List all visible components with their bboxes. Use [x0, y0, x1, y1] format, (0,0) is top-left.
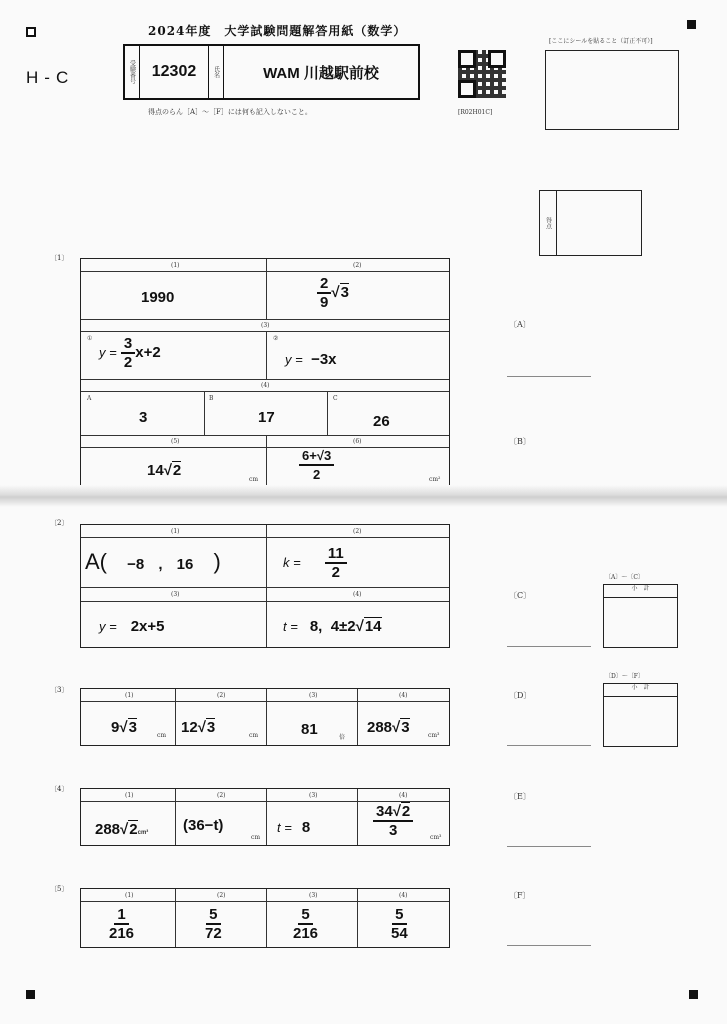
- subtotal-box: [603, 584, 678, 648]
- cell-caption: (4): [353, 591, 362, 598]
- section-5-table: [80, 888, 450, 948]
- answer-1-5: 14√2: [147, 462, 182, 479]
- side-label-B: 〔B〕: [509, 437, 531, 446]
- answer-2-4: t = 8, 4±2√14: [283, 618, 382, 635]
- cell-caption: (2): [353, 528, 362, 535]
- cell-caption: (3): [309, 692, 318, 699]
- cell-caption: (4): [399, 792, 408, 799]
- answer-1-4B: 17: [258, 409, 275, 426]
- subtotal-title: 〔A〕〜〔C〕: [605, 574, 644, 581]
- answer-2-2: k = $\frac{11}{2}$: [283, 545, 347, 581]
- cell-caption: (1): [125, 892, 134, 899]
- section-label: 〔5〕: [50, 885, 69, 893]
- exam-number-label: 受験番号: [125, 46, 140, 98]
- unit: cm: [157, 732, 167, 739]
- answer-4-1: 288√2cm³: [95, 821, 149, 838]
- section-3-table: [80, 688, 450, 746]
- cell-caption: (3): [309, 792, 318, 799]
- barcode-caption: [ここにシールを貼ること（訂正不可）]: [549, 38, 653, 45]
- answer-3-4: 288√3: [367, 719, 410, 736]
- cell-caption: A: [87, 395, 92, 402]
- score-line: [507, 945, 591, 946]
- cell-caption: C: [333, 395, 338, 402]
- unit: cm³: [428, 732, 440, 739]
- score-line: [507, 646, 591, 647]
- answer-1-3b: y = −3x: [285, 351, 337, 368]
- score-line: [507, 376, 591, 377]
- side-label-C: 〔C〕: [509, 591, 532, 600]
- cell-caption: (1): [171, 262, 180, 269]
- barcode-sticker-box: [545, 50, 679, 130]
- answer-2-1: A( −8 , 16 ): [85, 549, 221, 574]
- scan-fold: [0, 485, 727, 507]
- section-2-table: [80, 524, 450, 648]
- registration-mark: [26, 990, 35, 999]
- qr-caption: [R02H01C]: [458, 109, 493, 116]
- registration-mark: [687, 20, 696, 29]
- side-label-A: 〔A〕: [509, 320, 531, 329]
- score-label: 得点: [540, 191, 557, 255]
- cell-caption: ②: [273, 335, 279, 342]
- section-label: 〔1〕: [50, 254, 69, 262]
- cell-caption: (1): [125, 692, 134, 699]
- page-title: 2024年度 大学試験問題解答用紙（数学）: [148, 24, 407, 38]
- score-line: [507, 846, 591, 847]
- header-box: [123, 44, 420, 100]
- exam-number: 12302: [140, 46, 209, 98]
- section-1-table: [80, 258, 450, 488]
- subtotal-label: 小 計: [604, 585, 677, 598]
- answer-5-4: $\frac{5}{54}$: [391, 906, 408, 942]
- answer-5-1: $\frac{1}{216}$: [109, 906, 135, 942]
- unit: cm³: [430, 834, 442, 841]
- answer-5-2: $\frac{5}{72}$: [205, 906, 222, 942]
- section-4-table: [80, 788, 450, 846]
- cell-caption: (3): [171, 591, 180, 598]
- section-label: 〔4〕: [50, 785, 69, 793]
- subtotal-title: 〔D〕〜〔F〕: [605, 673, 644, 680]
- cell-caption: (4): [261, 382, 270, 389]
- cell-caption: (4): [399, 892, 408, 899]
- cell-caption: (6): [353, 438, 362, 445]
- answer-1-3a: y = $\frac{3}{2}$ x+2: [99, 335, 161, 371]
- cell-caption: (1): [171, 528, 180, 535]
- answer-3-3: 81: [301, 721, 318, 738]
- qr-corner: [458, 50, 476, 68]
- side-label-D: 〔D〕: [509, 691, 532, 700]
- cell-caption: (2): [353, 262, 362, 269]
- cell-caption: (5): [171, 438, 180, 445]
- unit: cm: [251, 834, 261, 841]
- qr-corner: [458, 80, 476, 98]
- subtotal-box: [603, 683, 678, 747]
- side-label-F: 〔F〕: [509, 891, 531, 900]
- answer-4-2: (36−t): [183, 817, 224, 834]
- cell-caption: (2): [217, 792, 226, 799]
- answer-3-1: 9√3: [111, 719, 137, 736]
- form-code: H-C: [26, 68, 75, 87]
- subtotal-label: 小 計: [604, 684, 677, 697]
- cell-caption: ①: [87, 335, 93, 342]
- side-label-E: 〔E〕: [509, 792, 531, 801]
- answer-1-4A: 3: [139, 409, 148, 426]
- answer-2-3: y = 2x+5: [99, 618, 165, 635]
- cell-caption: (3): [261, 322, 270, 329]
- answer-1-4C: 26: [373, 413, 390, 430]
- answer-1-2: $\frac{2}{9}$ √3: [317, 275, 349, 311]
- section-label: 〔3〕: [50, 686, 69, 694]
- cell-caption: (2): [217, 692, 226, 699]
- answer-4-3: t = 8: [277, 819, 311, 836]
- score-line: [507, 745, 591, 746]
- cell-caption: (1): [125, 792, 134, 799]
- answer-5-3: $\frac{5}{216}$: [293, 906, 319, 942]
- cell-caption: (4): [399, 692, 408, 699]
- answer-3-2: 12√3: [181, 719, 216, 736]
- cell-caption: B: [209, 395, 214, 402]
- total-score-box: [539, 190, 642, 256]
- answer-1-1: 1990: [141, 289, 175, 306]
- cell-caption: (3): [309, 892, 318, 899]
- answer-4-4: $\frac{34√2}{3}$: [373, 803, 413, 839]
- unit: cm²: [429, 476, 441, 483]
- qr-corner: [488, 50, 506, 68]
- notice: 得点のらん［A］〜［F］には何も記入しないこと。: [148, 108, 312, 116]
- registration-mark: [26, 27, 36, 37]
- answer-1-6: $\frac{6+√3}{2}$: [299, 447, 334, 483]
- cell-caption: (2): [217, 892, 226, 899]
- unit: cm: [249, 476, 259, 483]
- unit: 倍: [339, 734, 346, 741]
- name-label: 氏名: [209, 46, 224, 98]
- school-name: WAM 川越駅前校: [263, 64, 379, 82]
- section-label: 〔2〕: [50, 519, 69, 527]
- registration-mark: [689, 990, 698, 999]
- unit: cm: [249, 732, 259, 739]
